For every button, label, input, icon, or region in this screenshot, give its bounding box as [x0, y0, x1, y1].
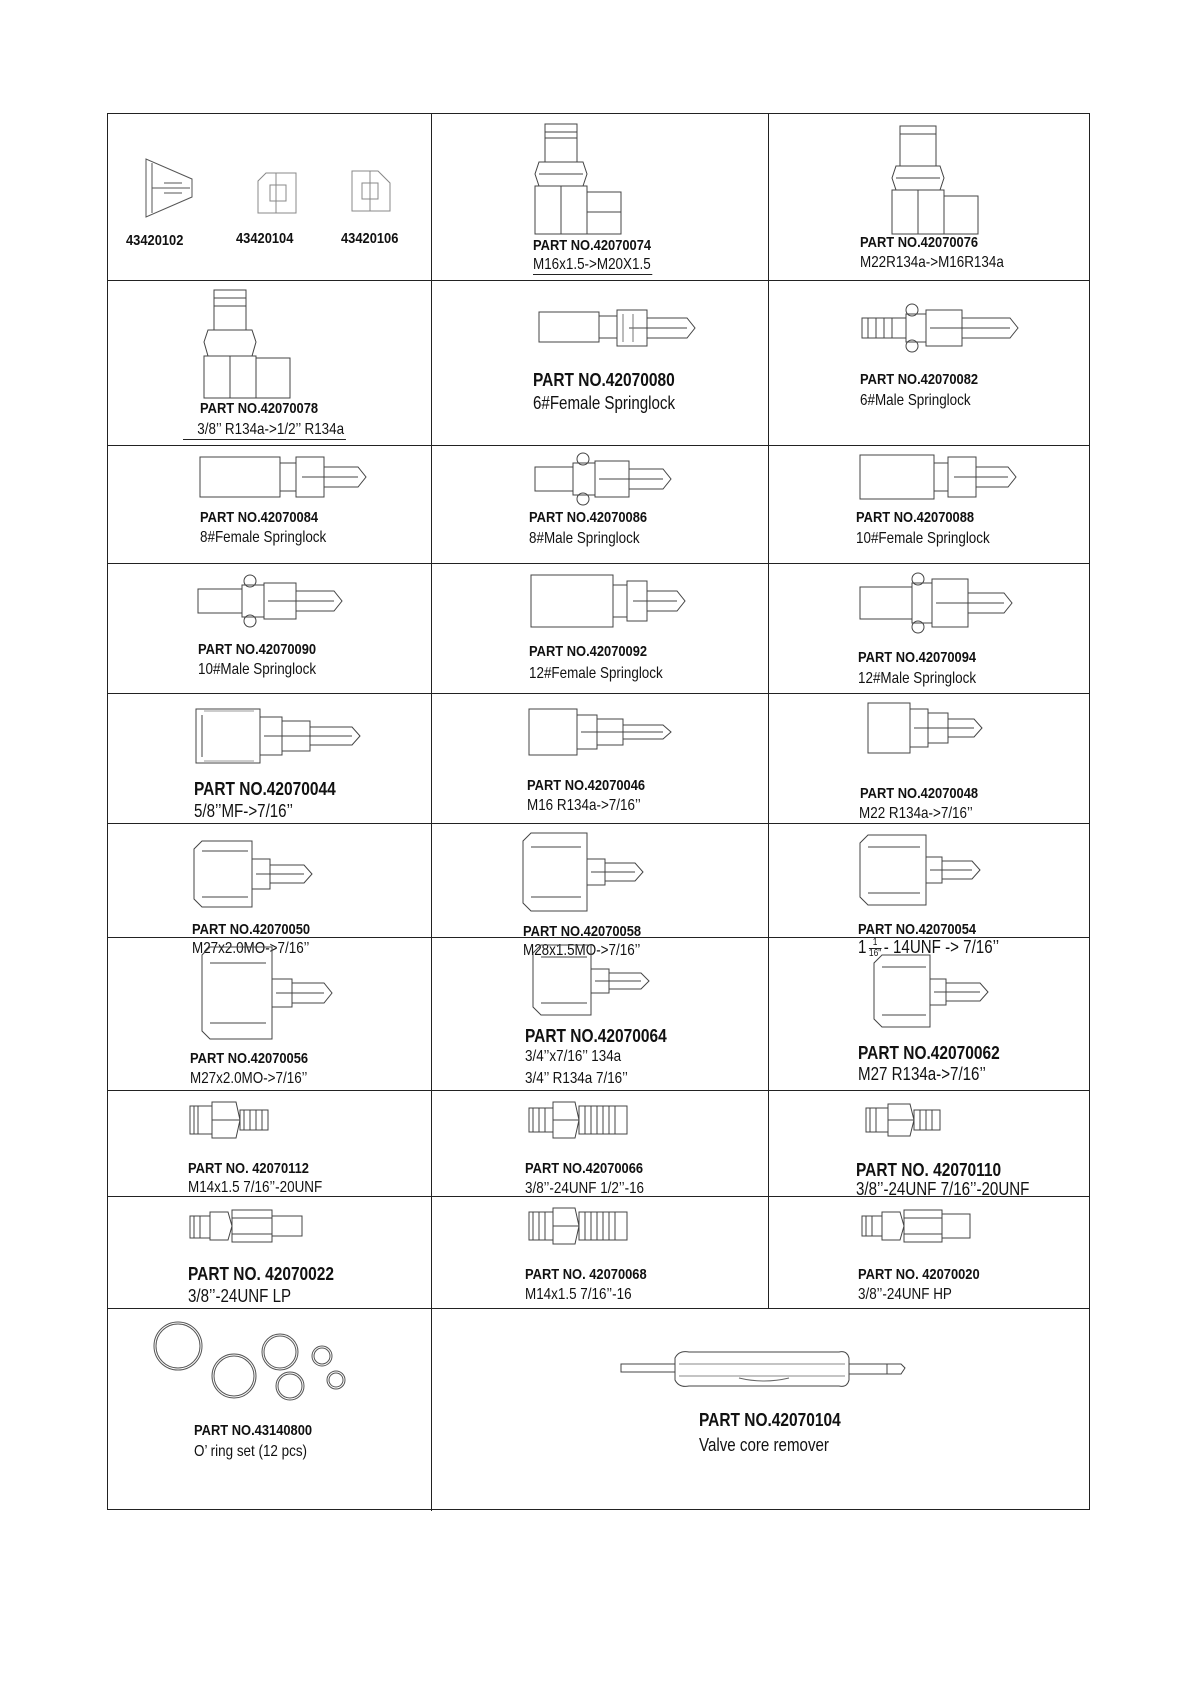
cell-42070056: [108, 937, 431, 1090]
cell-42070112: [108, 1090, 431, 1196]
part-number: PART NO. 42070068: [525, 1266, 647, 1283]
springlock-male-drawing: [858, 569, 1018, 637]
cell-42070092: [431, 563, 768, 693]
springlock-female-drawing: [858, 453, 1018, 501]
service-adapter-drawing: [860, 1206, 980, 1246]
part-description: 10#Female Springlock: [856, 530, 990, 547]
part-number: PART NO. 42070112: [188, 1160, 309, 1177]
part-number: PART NO.42070076: [860, 234, 979, 251]
cell-42070086: [431, 445, 768, 563]
hose-adapter-drawing: [872, 953, 1002, 1029]
part-number: PART NO.42070086: [529, 509, 648, 526]
part-description: 6#Male Springlock: [860, 392, 971, 409]
thread-adapter-drawing: [188, 1098, 278, 1142]
cell-42070046: [431, 693, 768, 823]
fraction-numerator: 1: [872, 936, 878, 948]
part-description: 12#Male Springlock: [858, 670, 977, 687]
cell-42070068: [431, 1196, 768, 1308]
cell-42070066: [431, 1090, 768, 1196]
part-number: PART NO.42070044: [194, 779, 336, 799]
part-description: 3/8’’-24UNF LP: [188, 1286, 292, 1306]
cell-42070088: [768, 445, 1091, 563]
cell-42070062: [768, 937, 1091, 1090]
nut-fitting-drawing: [350, 169, 392, 213]
part-description: 8#Female Springlock: [200, 529, 327, 546]
springlock-female-drawing: [529, 571, 689, 631]
part-number: PART NO.42070078: [200, 400, 319, 417]
part-description: 10#Male Springlock: [198, 661, 317, 678]
cell-42070094: [768, 563, 1091, 693]
part-number: PART NO.42070104: [699, 1410, 841, 1430]
service-adapter-drawing: [188, 1206, 308, 1246]
part-description: M22R134a->M16R134a: [860, 254, 1004, 271]
part-description: M27 R134a->7/16’’: [858, 1064, 986, 1084]
part-description: 3/8’’-24UNF 7/16’’-20UNF: [856, 1179, 1030, 1199]
thread-adapter-drawing: [527, 1204, 637, 1248]
valve-core-remover-drawing: [619, 1348, 919, 1392]
part-description: 3/8’’-24UNF 1/2’’-16: [525, 1180, 645, 1197]
part-description: 8#Male Springlock: [529, 530, 640, 547]
thread-adapter-drawing: [527, 1098, 637, 1142]
hose-adapter-drawing: [200, 945, 340, 1041]
hose-adapter-drawing: [527, 705, 677, 759]
cell-42070050: [108, 823, 431, 957]
part-number: PART NO.42070064: [525, 1026, 667, 1046]
part-number: PART NO.42070084: [200, 509, 319, 526]
cell-42070078: [108, 280, 431, 445]
part-number: PART NO.42070048: [860, 785, 979, 802]
cell-42070104: [431, 1308, 1091, 1511]
cell-42070054: [768, 823, 1091, 959]
elbow-adapter-drawing: [198, 288, 294, 400]
elbow-adapter-drawing: [886, 124, 982, 236]
cell-43140800: [108, 1308, 431, 1511]
springlock-male-drawing: [196, 571, 346, 631]
part-number: PART NO.42070056: [190, 1050, 309, 1067]
cell-42070074: [431, 114, 768, 280]
part-description: M14x1.5 7/16’’-20UNF: [188, 1179, 323, 1196]
part-description: M27x2.0MO->7/16’’: [192, 940, 310, 957]
part-number: PART NO.42070092: [529, 643, 648, 660]
nut-fitting-drawing: [256, 171, 298, 215]
elbow-adapter-drawing: [529, 122, 625, 236]
part-number: PART NO.42070082: [860, 371, 979, 388]
cell-42070044: [108, 693, 431, 823]
part-description: M16 R134a->7/16’’: [527, 797, 641, 814]
thread-adapter-drawing: [864, 1100, 954, 1140]
part-number: PART NO.42070062: [858, 1043, 1000, 1063]
part-number: PART NO.42070054: [858, 921, 977, 938]
desc-whole: 1: [858, 937, 867, 957]
part-number: PART NO.42070090: [198, 641, 317, 658]
hose-adapter-drawing: [531, 943, 661, 1017]
part-description: 5/8’’MF->7/16’’: [194, 801, 294, 821]
o-ring-set-drawing: [152, 1318, 352, 1406]
cell-42070090: [108, 563, 431, 693]
part-description: Valve core remover: [699, 1435, 829, 1455]
cell-42070020: [768, 1196, 1091, 1308]
part-number: PART NO.42070088: [856, 509, 975, 526]
part-number: PART NO. 42070022: [188, 1264, 334, 1284]
cell-42070076: [768, 114, 1091, 280]
part-description: M22 R134a->7/16’’: [854, 805, 1057, 824]
parts-catalog-table: [107, 113, 1090, 1510]
part-number: PART NO.42070050: [192, 921, 311, 938]
springlock-male-drawing: [860, 300, 1020, 356]
cone-fitting-drawing: [144, 159, 194, 219]
part-number: PART NO. 42070020: [858, 1266, 980, 1283]
desc-rest: - 14UNF -> 7/16’’: [883, 937, 1000, 957]
hose-adapter-drawing: [858, 833, 988, 907]
part-number: PART NO.42070080: [533, 370, 675, 390]
part-number: PART NO.42070058: [523, 923, 642, 940]
hose-adapter-drawing: [521, 831, 651, 913]
hose-adapter-drawing: [866, 697, 986, 757]
cell-42070110: [768, 1090, 1091, 1199]
part-number: PART NO.42070046: [527, 777, 646, 794]
part-description: M28x1.5MO->7/16’’: [523, 942, 641, 959]
part-number: PART NO.42070074: [533, 237, 652, 254]
part-description-alt: 3/4’’ R134a 7/16’’: [525, 1070, 628, 1087]
part-code: 43420106: [341, 230, 399, 247]
cell-42070080: [431, 280, 768, 445]
part-description: 3/8’’-24UNF HP: [858, 1286, 952, 1303]
part-description: M14x1.5 7/16’’-16: [525, 1286, 632, 1303]
cell-42070048: [768, 693, 1091, 823]
springlock-female-drawing: [198, 453, 368, 501]
springlock-female-drawing: [537, 306, 697, 350]
part-code: 43420102: [126, 232, 184, 249]
part-description: 6#Female Springlock: [533, 393, 676, 413]
part-description: M16x1.5->M20X1.5: [533, 256, 651, 273]
part-number: PART NO.42070094: [858, 649, 977, 666]
part-description: 12#Female Springlock: [529, 665, 663, 682]
hose-adapter-drawing: [194, 703, 364, 769]
part-code: 43420104: [236, 230, 294, 247]
cell-42070022: [108, 1196, 431, 1308]
part-description: 3/8’’ R134a->1/2’’ R134a: [183, 421, 346, 440]
part-number: PART NO.43140800: [194, 1422, 313, 1439]
cell-42070058: [431, 823, 768, 959]
hose-adapter-drawing: [192, 839, 322, 909]
part-number: PART NO. 42070110: [856, 1160, 1002, 1180]
part-number: PART NO.42070066: [525, 1160, 644, 1177]
part-description: 3/4’’x7/16’’ 134a: [525, 1048, 622, 1065]
cell-42070082: [768, 280, 1091, 445]
cell-43420102-set: [108, 114, 431, 280]
cell-42070064: [431, 937, 768, 1090]
part-description: M27x2.0MO->7/16’’: [190, 1070, 308, 1087]
fraction-denominator: 16": [868, 947, 882, 959]
cell-42070084: [108, 445, 431, 563]
part-description: O’ ring set (12 pcs): [194, 1443, 308, 1460]
springlock-male-drawing: [533, 449, 673, 509]
